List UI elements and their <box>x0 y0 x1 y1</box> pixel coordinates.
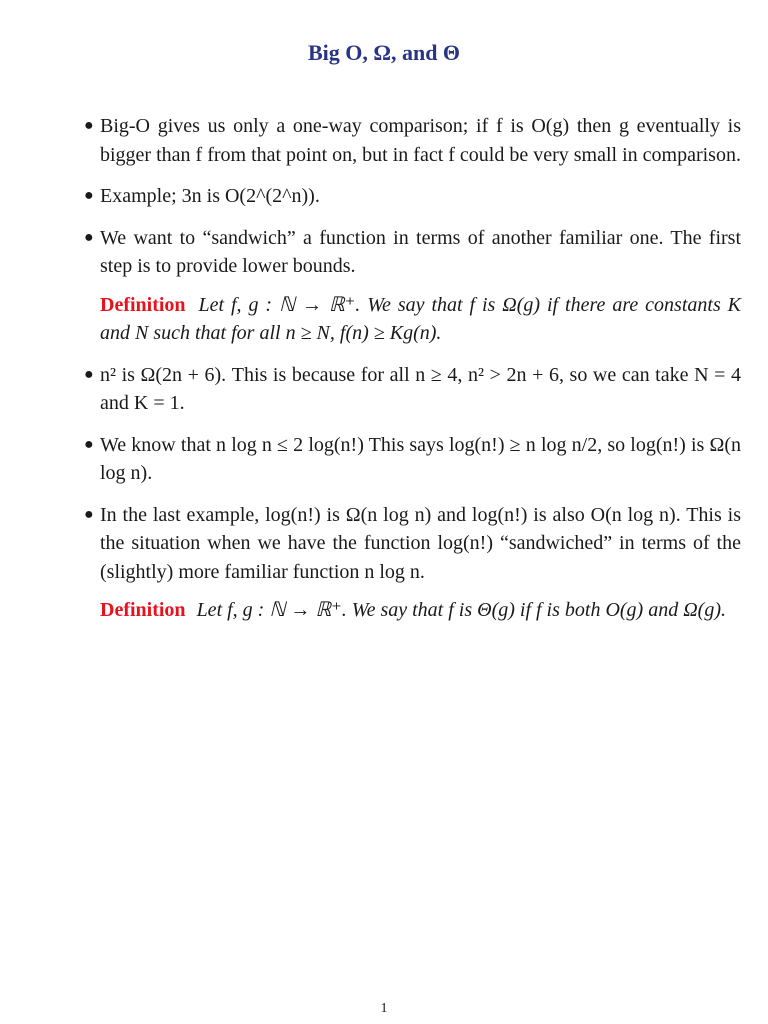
bullet-item-2 <box>84 182 741 211</box>
bullet-icon: ● <box>84 435 94 453</box>
slide-title: Big O, Ω, and Θ <box>307 40 461 65</box>
bullet-text-5: We know that n log n ≤ 2 log(n!) This says log(n!) ≥ n log n/2, so log(n!) is Ω(n log n). <box>100 433 741 484</box>
definition-omega <box>84 291 741 348</box>
bullet-item-1 <box>84 112 741 169</box>
bullet-text-4: n² is Ω(2n + 6). This is because for all n ≥ 4, n² > 2n + 6, so we can take N = 4 and K = 1. <box>100 363 741 414</box>
definition-label: Definition <box>100 599 186 621</box>
definition-text-theta: Let f, g : ℕ → ℝ⁺. We say that f is Θ(g) if f is both O(g) and Ω(g). <box>196 599 726 621</box>
bullet-text-3: We want to “sandwich” a function in terms of another familiar one. The first step is to provide lower bounds. <box>100 226 741 277</box>
bullet-icon: ● <box>84 505 94 523</box>
definition-theta <box>84 596 741 625</box>
bullet-icon: ● <box>84 117 94 134</box>
bullet-item-6 <box>84 501 741 587</box>
bullet-text-1: Big-O gives us only a one-way comparison; if f is O(g) then g eventually is bigger than f from that point on, but in fact f could be very small in comparison. <box>100 115 741 166</box>
bullet-icon: ● <box>84 365 94 383</box>
bullet-item-4 <box>84 361 741 418</box>
definition-text-omega: Let f, g : ℕ → ℝ⁺. We say that f is Ω(g) if there are constants K and N such that for all n ≥ N, f(n) ≥ Kg(n). <box>100 293 741 344</box>
bullet-text-6: In the last example, log(n!) is Ω(n log n) and log(n!) is also O(n log n). This is the situation when we have the function log(n!) “sandwiched” in terms of the (slightly) more familiar function n log n. <box>100 503 741 583</box>
bullet-item-5 <box>84 431 741 488</box>
bullet-icon: ● <box>84 187 94 204</box>
slide-content <box>84 112 741 638</box>
bullet-icon: ● <box>84 228 94 246</box>
page-number: 1 <box>380 1001 388 1016</box>
definition-label: Definition <box>100 293 186 316</box>
bullet-text-2: Example; 3n is O(2^(2^n)). <box>100 185 320 207</box>
bullet-item-3 <box>84 224 741 281</box>
